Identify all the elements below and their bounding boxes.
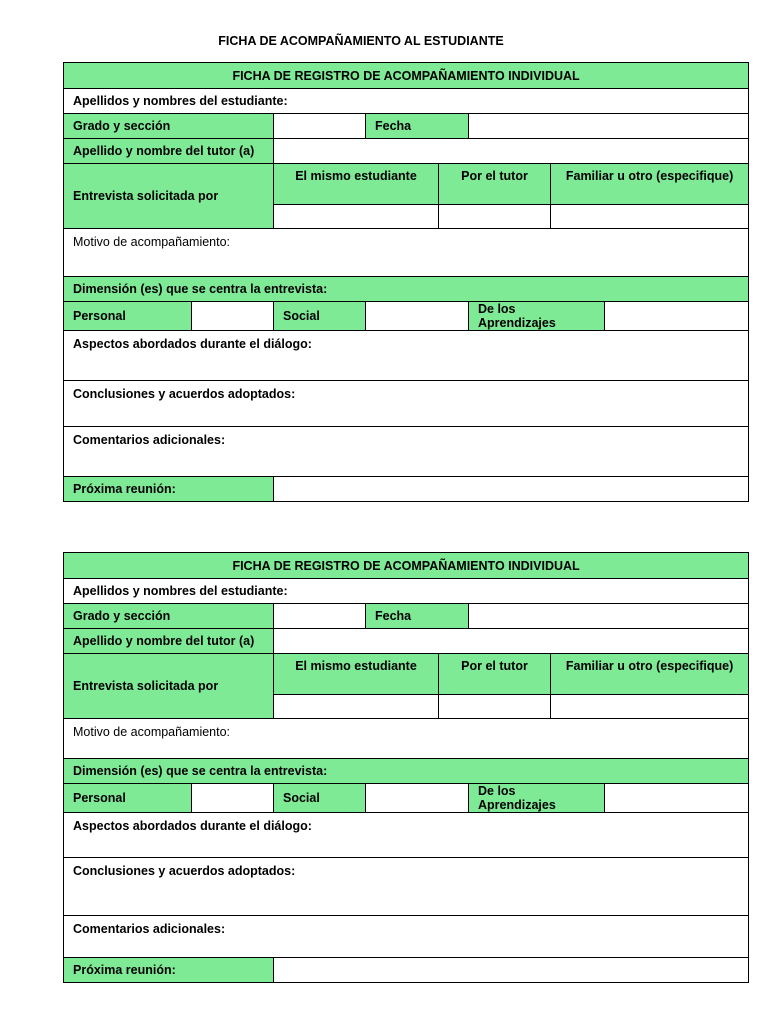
- dimension-social-field[interactable]: [366, 784, 469, 813]
- dimension-social-label: Social: [274, 784, 366, 813]
- form-header: FICHA DE REGISTRO DE ACOMPAÑAMIENTO INDIVIDUAL: [64, 63, 749, 89]
- date-label: Fecha: [366, 604, 469, 629]
- aspects-field[interactable]: Aspectos abordados durante el diálogo:: [64, 331, 749, 381]
- option-student-label: El mismo estudiante: [274, 164, 439, 205]
- option-tutor-field[interactable]: [439, 695, 551, 719]
- tutor-name-field[interactable]: [274, 139, 749, 164]
- option-student-label: El mismo estudiante: [274, 654, 439, 695]
- dimension-personal-label: Personal: [64, 784, 192, 813]
- date-label: Fecha: [366, 114, 469, 139]
- date-field[interactable]: [469, 604, 749, 629]
- grade-section-label: Grado y sección: [64, 604, 274, 629]
- student-names-label: Apellidos y nombres del estudiante:: [64, 579, 749, 604]
- option-family-field[interactable]: [551, 695, 749, 719]
- student-names-label: Apellidos y nombres del estudiante:: [64, 89, 749, 114]
- dimension-social-label: Social: [274, 302, 366, 331]
- next-meeting-label: Próxima reunión:: [64, 477, 274, 502]
- option-tutor-label: Por el tutor: [439, 164, 551, 205]
- tutor-name-field[interactable]: [274, 629, 749, 654]
- option-tutor-label: Por el tutor: [439, 654, 551, 695]
- dimension-label: Dimensión (es) que se centra la entrevista:: [64, 277, 749, 302]
- tutor-name-label: Apellido y nombre del tutor (a): [64, 139, 274, 164]
- requested-by-label: Entrevista solicitada por: [64, 654, 274, 719]
- option-student-field[interactable]: [274, 205, 439, 229]
- reason-field[interactable]: Motivo de acompañamiento:: [64, 719, 749, 759]
- grade-section-label: Grado y sección: [64, 114, 274, 139]
- dimension-learning-field[interactable]: [605, 784, 749, 813]
- tutor-name-label: Apellido y nombre del tutor (a): [64, 629, 274, 654]
- dimension-learning-label: De los Aprendizajes: [469, 784, 605, 813]
- document-title: FICHA DE ACOMPAÑAMIENTO AL ESTUDIANTE: [218, 34, 504, 48]
- next-meeting-field[interactable]: [274, 477, 749, 502]
- dimension-personal-label: Personal: [64, 302, 192, 331]
- option-family-label: Familiar u otro (especifique): [551, 164, 749, 205]
- dimension-learning-label: De los Aprendizajes: [469, 302, 605, 331]
- date-field[interactable]: [469, 114, 749, 139]
- tracking-form-2: [63, 552, 748, 983]
- conclusions-field[interactable]: Conclusiones y acuerdos adoptados:: [64, 381, 749, 427]
- option-family-field[interactable]: [551, 205, 749, 229]
- comments-field[interactable]: Comentarios adicionales:: [64, 916, 749, 958]
- option-student-field[interactable]: [274, 695, 439, 719]
- aspects-field[interactable]: Aspectos abordados durante el diálogo:: [64, 813, 749, 858]
- dimension-personal-field[interactable]: [192, 784, 274, 813]
- option-family-label: Familiar u otro (especifique): [551, 654, 749, 695]
- dimension-social-field[interactable]: [366, 302, 469, 331]
- requested-by-label: Entrevista solicitada por: [64, 164, 274, 229]
- form-header: FICHA DE REGISTRO DE ACOMPAÑAMIENTO INDIVIDUAL: [64, 553, 749, 579]
- option-tutor-field[interactable]: [439, 205, 551, 229]
- grade-section-field[interactable]: [274, 604, 366, 629]
- next-meeting-label: Próxima reunión:: [64, 958, 274, 983]
- grade-section-field[interactable]: [274, 114, 366, 139]
- comments-field[interactable]: Comentarios adicionales:: [64, 427, 749, 477]
- dimension-learning-field[interactable]: [605, 302, 749, 331]
- dimension-label: Dimensión (es) que se centra la entrevista:: [64, 759, 749, 784]
- dimension-personal-field[interactable]: [192, 302, 274, 331]
- conclusions-field[interactable]: Conclusiones y acuerdos adoptados:: [64, 858, 749, 916]
- tracking-form-1: [63, 62, 748, 502]
- reason-field[interactable]: Motivo de acompañamiento:: [64, 229, 749, 277]
- next-meeting-field[interactable]: [274, 958, 749, 983]
